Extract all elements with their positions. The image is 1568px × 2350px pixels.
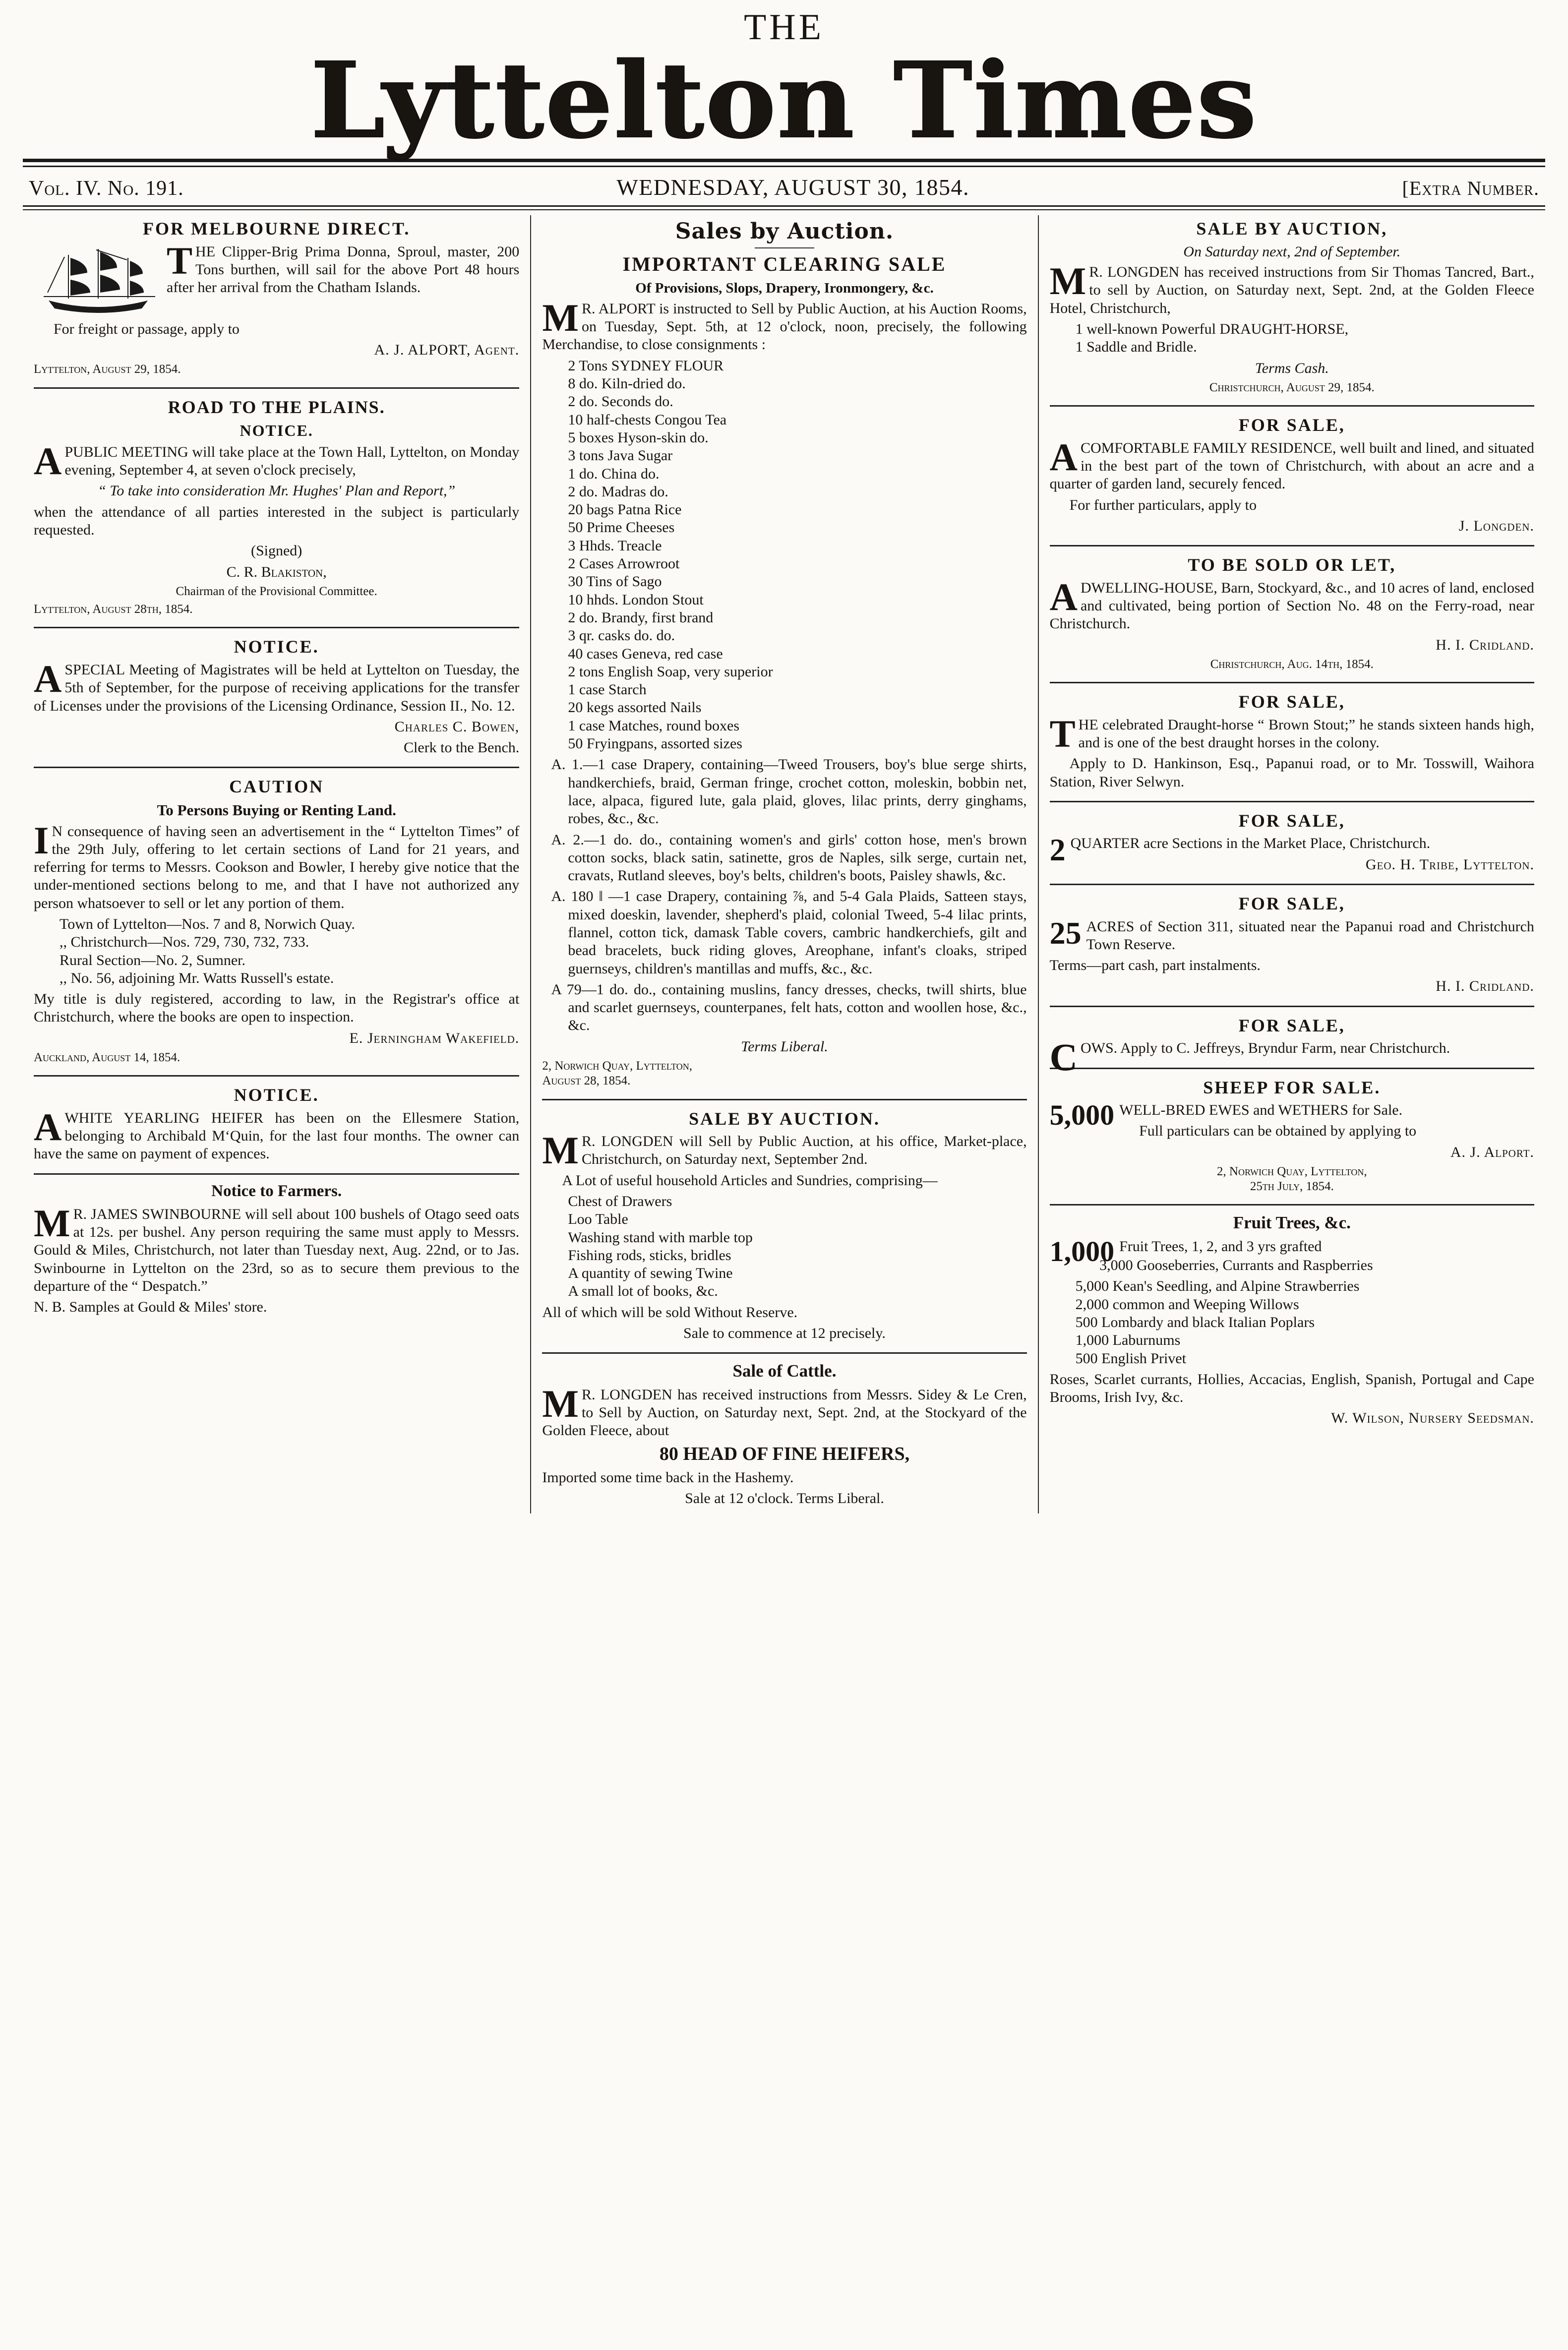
ad-notice-heifer	[34, 1075, 519, 1169]
list-item: 2 do. Seconds do.	[568, 393, 673, 410]
ad-road-to-the-plains	[34, 387, 519, 623]
list-item: 2 Cases Arrowroot	[568, 555, 680, 572]
list-item: 2,000 common and Weeping Willows	[1075, 1296, 1299, 1313]
ad-heading: SALE BY AUCTION,	[1196, 219, 1388, 239]
column-2	[530, 215, 1037, 1513]
ad-heading: FOR SALE,	[1238, 415, 1345, 435]
ad-body-2: My title is duly registered, according to law, in the Registrar's office at Christchurch, where the books are open to inspection.	[34, 991, 520, 1025]
issue-line	[29, 174, 1539, 200]
ad-for-sale-cows	[1049, 1006, 1534, 1079]
list-item: A small lot of books, &c.	[568, 1283, 718, 1300]
land-sections-list	[34, 915, 519, 987]
list-item: Chest of Drawers	[568, 1193, 672, 1209]
ad-heading: FOR SALE,	[1238, 810, 1345, 831]
nursery-stock-list	[1050, 1277, 1534, 1367]
ad-heading: ROAD TO THE PLAINS.	[168, 397, 385, 417]
ad-sheep-for-sale	[1050, 1068, 1534, 1201]
ad-subheading: IMPORTANT CLEARING SALE	[622, 253, 947, 276]
ad-notice-magistrates	[34, 627, 519, 763]
list-item: Rural Section—No. 2, Sumner.	[60, 952, 245, 968]
ad-signature: Geo. H. Tribe, Lyttelton.	[1365, 856, 1534, 873]
ad-heading: Sale of Cattle.	[732, 1361, 837, 1381]
ad-body-3: Sale at 12 o'clock. Terms Liberal.	[685, 1490, 884, 1506]
list-item: 5,000 Kean's Seedling, and Alpine Strawberries	[1075, 1278, 1360, 1295]
ad-body-2: A Lot of useful household Articles and Sundries, comprising—	[562, 1172, 938, 1189]
ad-body: ADWELLING-HOUSE, Barn, Stockyard, &c., and 10 acres of land, enclosed and cultivated, being portion of Section No. 48 on the Ferry-road, near Christchurch.	[1049, 575, 1534, 632]
ad-body: AWHITE YEARLING HEIFER has been on the Ellesmere Station, belonging to Archibald M‘Quin, for the last four months. The owner can have the same on payment of expences.	[34, 1105, 520, 1162]
ad-signature-role: Clerk to the Bench.	[404, 739, 520, 756]
ad-terms: Terms Cash.	[1255, 360, 1329, 376]
list-item: 3 qr. casks do. do.	[568, 627, 675, 644]
ad-sale-by-auction-tancred	[1050, 218, 1534, 401]
ad-body: MR. LONGDEN will Sell by Public Auction, at his office, Market-place, Christchurch, on Saturday next, September 2nd.	[542, 1129, 1027, 1172]
ad-body: QUARTER acre Sections in the Market Place, Christchurch.	[1070, 835, 1431, 852]
ad-signature: J. Longden.	[1458, 517, 1534, 534]
list-item: 2 do. Madras do.	[568, 483, 668, 500]
lot-list	[1050, 320, 1534, 357]
ad-body: WELL-BRED EWES and WETHERS for Sale.	[1119, 1102, 1403, 1119]
household-articles-list	[542, 1193, 1026, 1301]
ad-heading: FOR SALE,	[1238, 692, 1345, 712]
ad-place: Auckland, August 14, 1854.	[34, 1051, 181, 1065]
ad-body-2: when the attendance of all parties interested in the subject is particularly requested.	[34, 503, 520, 539]
ad-place-2: 25th July, 1854.	[1250, 1180, 1334, 1194]
ad-heading: FOR SALE,	[1238, 1015, 1345, 1035]
lot-entry: A. 1.—1 case Drapery, containing—Tweed Trousers, boy's blue serge shirts, handkerchiefs, braid, German fringe, crochet cotton, moleskin, bobbin net, lace, alpaca, figured lute, gala plaid, gloves, lilac prints, derry ginghams, robes, &c., &c.	[551, 756, 1027, 827]
ad-body-2: Full particulars can be obtained by applying to	[1139, 1123, 1417, 1140]
ad-place: Lyttelton, August 28th, 1854.	[34, 603, 193, 616]
list-item: 1 case Starch	[568, 681, 647, 698]
ad-place: 2, Norwich Quay, Lyttelton,	[542, 1059, 693, 1073]
ad-for-sale-residence	[1050, 405, 1534, 541]
list-item: 1 do. China do.	[568, 465, 660, 482]
list-item: 50 Prime Cheeses	[568, 519, 675, 536]
lot-entry: A. 180 ‖ —1 case Drapery, containing ⅞, and 5-4 Gala Plaids, Satteen stays, mixed doeskin, lavender, shepherd's plaid, colonial Tweed, 5-4 lilac prints, flannel, cotton tick, damask Table covers, cambric handkerchiefs, gilt and bead bracelets, buck riding gloves, Areophane, infant's cloaks, striped guernseys, children's mantillas and muffs, &c., &c.	[551, 888, 1027, 977]
masthead-the: THE	[744, 7, 824, 48]
ad-signature: Charles C. Bowen,	[394, 718, 520, 735]
ad-body-2: Imported some time back in the Hashemy.	[542, 1469, 794, 1486]
ad-body: MR. JAMES SWINBOURNE will sell about 100 bushels of Otago seed oats at 12s. per bushel. Any person requiring the same must apply to Messrs. Gould & Miles, Christchurch, not later than Tuesday next, Aug. 22nd, or to Jas. Swinbourne in Lyttelton on the 23rd, so as to secure them previous to the departure of the “ Despatch.”	[34, 1201, 520, 1294]
ad-sale-by-auction-longden	[542, 1099, 1026, 1349]
ad-place: 2, Norwich Quay, Lyttelton,	[1216, 1164, 1367, 1178]
ad-to-be-sold-or-let	[1050, 545, 1534, 678]
ad-body: ACOMFORTABLE FAMILY RESIDENCE, well built and lined, and situated in the best part of the town of Christchurch, with about an acre and a quarter of garden land, securely fenced.	[1049, 435, 1534, 492]
ad-signature: W. Wilson, Nursery Seedsman.	[1331, 1410, 1534, 1427]
ad-body: MR. ALPORT is instructed to Sell by Public Auction, at his Auction Rooms, on Tuesday, Sept. 5th, at 12 o'clock, noon, precisely, the following Merchandise, to close consignments :	[542, 296, 1027, 353]
list-item: Loo Table	[568, 1211, 628, 1228]
ad-fruit-trees	[1050, 1204, 1534, 1433]
list-item: 50 Fryingpans, assorted sizes	[568, 735, 742, 752]
ad-place-2: August 28, 1854.	[542, 1074, 631, 1088]
ad-subheading-2: Of Provisions, Slops, Drapery, Ironmongery, &c.	[635, 280, 934, 296]
ad-body: ASPECIAL Meeting of Magistrates will be held at Lyttelton on Tuesday, the 5th of September, for the purpose of receiving applications for the transfer of Licenses under the provisions of the Licensing Ordinance, Session II., No. 12.	[34, 657, 520, 714]
list-item: 1,000 Laburnums	[1075, 1332, 1181, 1349]
ad-sale-of-cattle	[542, 1352, 1026, 1513]
ad-body: MR. LONGDEN has received instructions from Sir Thomas Tancred, Bart., to sell by Auction, on Saturday next, Sept. 2nd, at the Golden Fleece Hotel, Christchurch,	[1049, 259, 1534, 316]
list-item: 3 Hhds. Treacle	[568, 537, 662, 554]
lot-entry: A. 2.—1 do. do., containing women's and girls' cotton hose, men's brown cotton socks, black satin, satinette, gros de Naples, silk serge, curtain net, cravats, Rutland sleeves, boy's belts, children's boots, Paisley shawls, &c.	[551, 831, 1027, 884]
columns-container	[23, 210, 1545, 1513]
ad-body-2: Terms—part cash, part instalments.	[1049, 957, 1261, 974]
ad-body: COWS. Apply to C. Jeffreys, Bryndur Farm, near Christchurch.	[1049, 1035, 1450, 1079]
list-item: A quantity of sewing Twine	[568, 1265, 733, 1282]
ad-signature: C. R. Blakiston,	[226, 563, 327, 580]
ad-headline-figure: 1,000	[1049, 1235, 1115, 1267]
list-item: 1 well-known Powerful DRAUGHT-HORSE,	[1075, 320, 1349, 337]
ad-body: THE Clipper-Brig Prima Donna, Sproul, master, 200 Tons burthen, will sail for the above Port 48 hours after her arrival from the Chatham Islands.	[167, 242, 520, 296]
list-item: 2 Tons SYDNEY FLOUR	[568, 357, 724, 374]
ad-place: Christchurch, Aug. 14th, 1854.	[1210, 657, 1374, 671]
ad-body-2: 3,000 Gooseberries, Currants and Raspberries	[1099, 1257, 1373, 1274]
ad-signature: H. I. Cridland.	[1436, 978, 1534, 995]
ad-heading: NOTICE.	[234, 1085, 319, 1105]
issue-volume: Vol. IV. No. 191.	[29, 177, 184, 200]
list-item: ,, No. 56, adjoining Mr. Watts Russell's estate.	[60, 969, 334, 986]
ad-heading: FOR SALE,	[1238, 893, 1345, 913]
ad-heading: FOR MELBOURNE DIRECT.	[142, 219, 411, 239]
list-item: 2 tons English Soap, very superior	[568, 663, 773, 680]
ad-body-4: Sale to commence at 12 precisely.	[683, 1325, 886, 1342]
column-1	[23, 215, 530, 1513]
ad-heading: Notice to Farmers.	[211, 1182, 342, 1200]
ad-signature: A. J. ALPORT, Agent.	[374, 342, 520, 359]
list-item: 500 Lombardy and black Italian Poplars	[1075, 1314, 1315, 1330]
list-item: Washing stand with marble top	[568, 1229, 753, 1246]
ad-body-3: All of which will be sold Without Reserve.	[542, 1304, 798, 1321]
ad-caution-land	[34, 767, 519, 1071]
lot-entry: A 79—1 do. do., containing muslins, fancy dresses, checks, twill shirts, blue and scarlet guernseys, counterpanes, felt hats, cotton and woollen hose, &c., &c.	[551, 981, 1027, 1034]
issue-date: WEDNESDAY, AUGUST 30, 1854.	[616, 175, 970, 200]
ad-body-2: For further particulars, apply to	[1069, 496, 1257, 513]
list-item: 2 do. Brandy, first brand	[568, 609, 714, 626]
ad-heading: SALE BY AUCTION.	[689, 1108, 880, 1129]
ad-body: THE celebrated Draught-horse “ Brown Stout;” he stands sixteen hands high, and is one of the best draught horses in the colony.	[1049, 712, 1534, 755]
ad-body-2: Apply to D. Hankinson, Esq., Papanui road, or to Mr. Tosswill, Waihora Station, River Selwyn.	[1049, 755, 1534, 790]
list-item: 10 hhds. London Stout	[568, 591, 704, 608]
list-item: 20 bags Patna Rice	[568, 501, 682, 518]
ad-for-sale-acres	[1050, 884, 1534, 1002]
ad-body: ACRES of Section 311, situated near the Papanui road and Christchurch Town Reserve.	[1086, 918, 1534, 953]
ad-place: Christchurch, August 29, 1854.	[1209, 380, 1375, 394]
ad-terms: Terms Liberal.	[741, 1038, 828, 1055]
ad-body: MR. LONGDEN has received instructions from Messrs. Sidey & Le Cren, to Sell by Auction, on Saturday next, Sept. 2nd, at the Stockyard of the Golden Fleece, about	[542, 1382, 1027, 1439]
ad-body-2: N. B. Samples at Gould & Miles' store.	[34, 1299, 267, 1316]
ad-signature: A. J. Alport.	[1450, 1144, 1534, 1160]
ad-melbourne-direct	[34, 218, 519, 383]
list-item: 40 cases Geneva, red case	[568, 645, 723, 662]
ad-headline-figure: 2	[1049, 832, 1066, 868]
ad-subheading: NOTICE.	[240, 422, 313, 440]
ad-subheading: On Saturday next, 2nd of September.	[1183, 243, 1401, 260]
sailing-ship-icon	[34, 245, 163, 319]
ad-notice-to-farmers	[34, 1173, 519, 1323]
list-item: 5 boxes Hyson-skin do.	[568, 429, 709, 446]
ad-body-3: Roses, Scarlet currants, Hollies, Accacias, English, Spanish, Portugal and Cape Brooms, Irish Ivy, &c.	[1049, 1371, 1534, 1406]
ad-body-2: For freight or passage, apply to	[54, 320, 240, 337]
column-3	[1038, 215, 1545, 1513]
ad-body: Fruit Trees, 1, 2, and 3 yrs grafted	[1119, 1238, 1322, 1255]
page-title: Lyttelton Times	[310, 39, 1258, 162]
list-item: ,, Christchurch—Nos. 729, 730, 732, 733.	[60, 934, 309, 951]
ad-heading: TO BE SOLD OR LET,	[1188, 555, 1396, 575]
rule	[23, 166, 1545, 167]
ad-quote: “ To take into consideration Mr. Hughes' Plan and Report,”	[98, 482, 456, 499]
list-item: 10 half-chests Congou Tea	[568, 411, 727, 428]
ad-heading: CAUTION	[229, 777, 324, 797]
ad-heading: NOTICE.	[234, 637, 319, 657]
list-item: Fishing rods, sticks, bridles	[568, 1247, 731, 1264]
ad-for-sale-draught-horse	[1050, 682, 1534, 797]
ad-signed-label: (Signed)	[250, 542, 302, 559]
merchandise-list	[542, 357, 1026, 753]
list-item: 20 kegs assorted Nails	[568, 699, 702, 716]
ad-headline-figure: 80 HEAD OF FINE HEIFERS,	[659, 1443, 910, 1464]
ad-for-sale-sections	[1050, 801, 1534, 880]
list-item: 1 case Matches, round boxes	[568, 717, 740, 734]
list-item: 1 Saddle and Bridle.	[1075, 339, 1197, 356]
list-item: 30 Tins of Sago	[568, 573, 662, 590]
ad-heading: Sales by Auction.	[675, 219, 894, 244]
list-item: 3 tons Java Sugar	[568, 447, 673, 464]
ad-signature-role: Chairman of the Provisional Committee.	[176, 584, 377, 598]
ad-body: APUBLIC MEETING will take place at the Town Hall, Lyttelton, on Monday evening, September 4, at seven o'clock precisely,	[34, 439, 520, 482]
masthead	[0, 0, 1568, 162]
ad-heading: Fruit Trees, &c.	[1233, 1213, 1351, 1233]
ad-heading: SHEEP FOR SALE.	[1203, 1077, 1381, 1097]
rule	[23, 205, 1545, 207]
ad-signature: E. Jerningham Wakefield.	[349, 1029, 520, 1046]
ad-important-clearing-sale	[542, 218, 1026, 1094]
ad-place: Lyttelton, August 29, 1854.	[34, 362, 181, 376]
list-item: 8 do. Kiln-dried do.	[568, 375, 686, 392]
ad-subheading: To Persons Buying or Renting Land.	[157, 801, 396, 819]
list-item: Town of Lyttelton—Nos. 7 and 8, Norwich Quay.	[60, 915, 355, 932]
ad-headline-figure: 25	[1049, 915, 1082, 951]
divider	[755, 247, 814, 248]
ad-signature: H. I. Cridland.	[1436, 636, 1534, 653]
ad-body: IN consequence of having seen an advertisement in the “ Lyttelton Times” of the 29th July, offering to let certain sections of Land for 21 years, and referring for terms to Messrs. Cookson and Bowler, I hereby give notice that the under-mentioned sections belong to me, and that I have not authorized any person whatsoever to sell or let any portion of them.	[34, 818, 520, 911]
list-item: 500 English Privet	[1075, 1350, 1186, 1367]
ad-headline-figure: 5,000	[1049, 1099, 1115, 1132]
issue-extra-label: [Extra Number.	[1402, 177, 1539, 200]
